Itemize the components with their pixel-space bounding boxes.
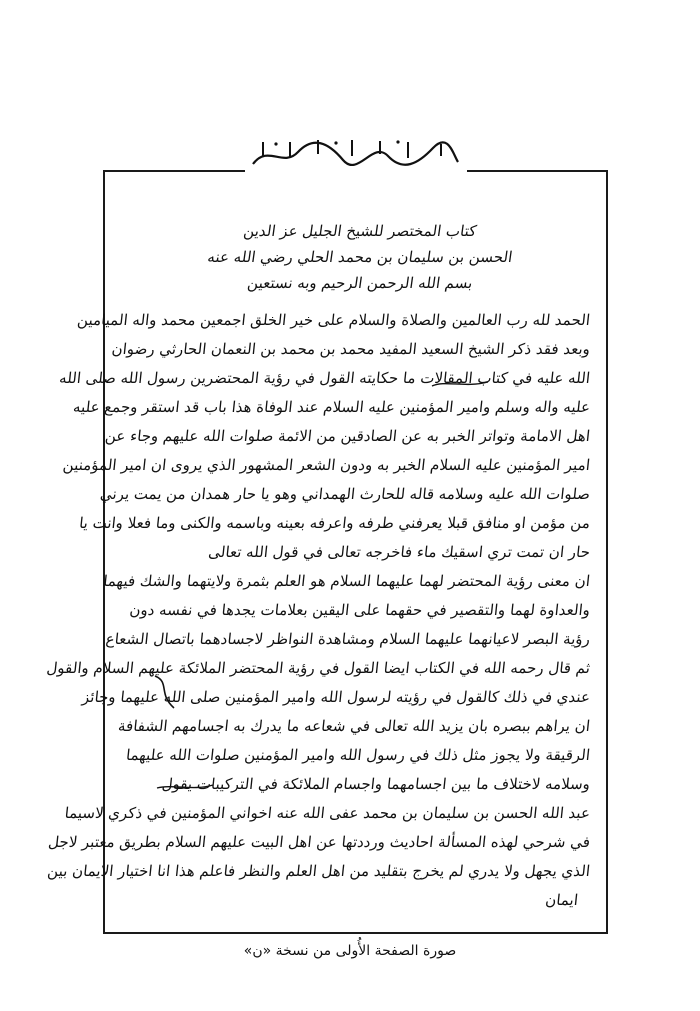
manuscript-basmala: بسم الله الرحمن الرحيم وبه نستعين <box>246 274 474 292</box>
manuscript-line: وسلامه لاختلاف ما بين اجسامهما واجسام الملائكة في التركيبات يقول <box>160 775 591 793</box>
manuscript-line: عليه واله وسلم وامير المؤمنين عليه السلام عند الوفاة هذا باب قد استقر وجمع عليه <box>72 398 591 416</box>
manuscript-line: الذي يجهل ولا يدري لم يخرج بتقليد من اهل العلم والنظر فاعلم هذا انا اختيار الايمان بين <box>46 862 591 880</box>
manuscript-line: ان معنى رؤية المحتضر لهما عليهما السلام هو العلم بثمرة ولايتهما والشك فيهما <box>102 572 591 590</box>
manuscript-line: صلوات الله عليه وسلامه قاله للحارث الهمداني وهو يا حار همدان من يمت يرني <box>99 485 591 503</box>
margin-mark <box>150 672 180 712</box>
manuscript-line: عبد الله الحسن بن سليمان بن محمد عفى الله عنه اخواني المؤمنين في ذكري لاسيما <box>63 804 591 822</box>
overline-mark <box>430 378 490 390</box>
manuscript-line: الله عليه في كتاب المقالات ما حكايته القول في رؤية المحتضرين رسول الله صلى الله <box>58 369 591 387</box>
manuscript-line: رؤية البصر لاعيانهما عليهما السلام ومشاهدة النواظر لاجسادهما باتصال الشعاع <box>104 630 591 648</box>
manuscript-line: والعداوة لهما والتقصير في حقهما على اليقين بعلامات يجدها في نفسه دون <box>128 601 591 619</box>
manuscript-line: اهل الامامة وتواتر الخبر به عن الصادقين من الائمة صلوات الله عليهم وجاء عن <box>104 427 591 445</box>
manuscript-line: وبعد فقد ذكر الشيخ السعيد المفيد محمد بن محمد بن النعمان الحارثي رضوان <box>110 340 591 358</box>
manuscript-line: الرقيقة ولا يجوز مثل ذلك في رسول الله وامير المؤمنين صلوات الله عليهما <box>125 746 591 764</box>
manuscript-line: في شرحي لهذه المسألة احاديث ورددتها عن اهل البيت عليهم السلام بطريق معتبر لاجل <box>47 833 591 851</box>
manuscript-line: ثم قال رحمه الله في الكتاب ايضا القول في رؤية المحتضر الملائكة عليهم السلام والقول <box>45 659 591 677</box>
manuscript-line: امير المؤمنين عليه السلام الخبر به ودون الشعر المشهور الذي يروى ان امير المؤمنين <box>62 456 591 474</box>
manuscript-page <box>45 218 591 909</box>
frame-gap <box>245 166 467 174</box>
manuscript-line: حار ان تمت تري اسقيك ماء فاخرجه تعالى في قول الله تعالى <box>207 543 591 561</box>
manuscript-title-line: الحسن بن سليمان بن محمد الحلي رضي الله عنه <box>206 248 514 266</box>
manuscript-line: عندي في ذلك كالقول في رؤيته لرسول الله وامير المؤمنين صلى الله عليهما وجائز <box>81 688 591 706</box>
manuscript-line: ايمان <box>544 891 579 909</box>
manuscript-line: ان يراهم ببصره بان يزيد الله تعالى في شعاعه ما يدرك به اجسامهم الشفافة <box>117 717 591 735</box>
page-caption: صورة الصفحة الأُولى من نسخة «ن» <box>243 943 457 959</box>
overline-mark <box>155 782 215 792</box>
manuscript-line: من مؤمن او منافق قبلا يعرفني طرفه واعرفه بعينه وباسمه والكنى وما فعلا وانت يا <box>78 514 591 532</box>
manuscript-title-line: كتاب المختصر للشيخ الجليل عز الدين <box>242 222 478 240</box>
manuscript-line: الحمد لله رب العالمين والصلاة والسلام على خير الخلق اجمعين محمد واله الميامين <box>76 311 591 329</box>
